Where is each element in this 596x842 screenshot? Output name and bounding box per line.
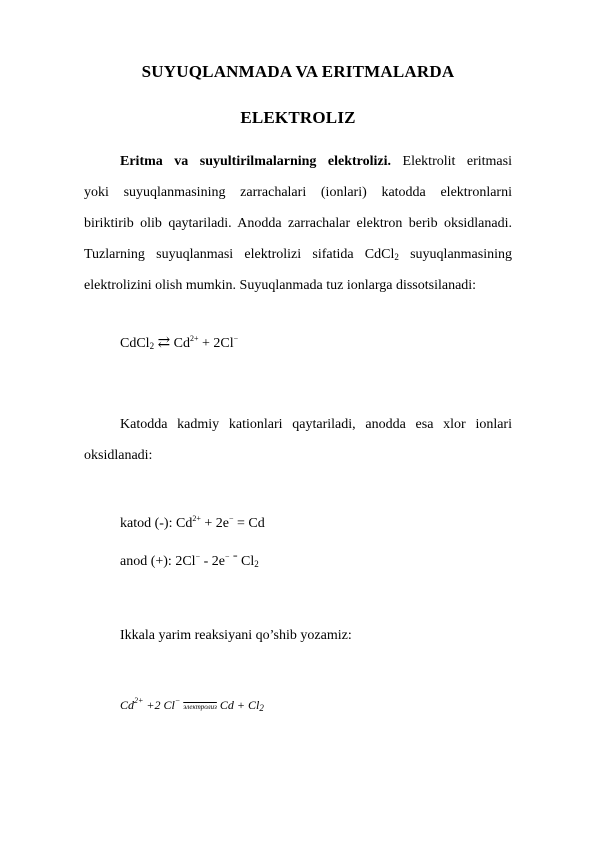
paragraph-line	[84, 239, 512, 270]
subscript: 2	[394, 252, 399, 262]
bold-heading: Eritma va suyultirilmalarning elektrolizi.	[120, 154, 392, 169]
superscript: 2+	[190, 334, 199, 343]
superscript: −	[233, 334, 239, 343]
paragraph-text: Tuzlarning suyuqlanmasi elektrolizi sifatida CdCl	[84, 247, 395, 262]
formula-text: Cd	[120, 698, 135, 712]
cathode-reaction	[120, 516, 265, 532]
formula-text: CdCl	[120, 336, 150, 351]
paragraph-line: elektrolizini olish mumkin. Suyuqlanmada tuz ionlarga dissotsilanadi:	[84, 278, 477, 293]
title-line-1: SUYUQLANMADA VA ERITMALARDA	[141, 62, 455, 81]
formula-text: + 2Cl	[198, 336, 234, 351]
formula-text: + 2e	[200, 516, 229, 531]
overall-equation	[120, 698, 264, 713]
paragraph-line: Katodda kadmiy kationlari qaytariladi, anodda esa xlor ionlari	[120, 417, 512, 432]
formula-text: Cd	[170, 336, 190, 351]
equilibrium-arrow-icon: ⇄	[157, 335, 171, 351]
formula-text: Cl	[237, 554, 255, 569]
reaction-arrow-label: электролиз	[183, 703, 217, 711]
subscript: 2	[149, 341, 155, 351]
superscript: −	[224, 552, 230, 561]
title-line-2: ELEKTROLIZ	[240, 108, 356, 127]
superscript: −	[195, 552, 201, 561]
anode-reaction	[120, 554, 259, 570]
superscript: 2+	[134, 696, 144, 705]
dissociation-equation	[120, 333, 238, 352]
superscript: −	[228, 514, 234, 523]
subscript: 2	[259, 703, 264, 713]
formula-text: anod (+): 2Cl	[120, 554, 196, 569]
formula-text: - 2e	[200, 554, 225, 569]
summary-sentence: Ikkala yarim reaksiyani qo’shib yozamiz:	[120, 628, 352, 643]
formula-text: Cd + Cl	[216, 698, 260, 712]
superscript: 2+	[192, 514, 201, 523]
formula-text: katod (-): Cd	[120, 516, 193, 531]
formula-text: = Cd	[233, 516, 265, 531]
paragraph-text: suyuqlanmasining	[398, 247, 512, 262]
paragraph-line: biriktirib olib qaytariladi. Anodda zarrachalar elektron berib oksidlanadi.	[84, 216, 512, 231]
formula-text: +2 Cl	[143, 698, 175, 712]
paragraph-cathode-anode	[84, 409, 512, 471]
paragraph-electrolysis-intro	[84, 146, 512, 301]
paragraph-text: Elektrolit eritmasi	[391, 154, 512, 169]
superscript: −	[174, 696, 181, 705]
superscript: =	[232, 552, 238, 561]
paragraph-line	[84, 146, 512, 177]
paragraph-line: yoki suyuqlanmasining zarrachalari (ionlari) katodda elektronlarni	[84, 185, 512, 200]
subscript: 2	[254, 559, 259, 569]
paragraph-line: oksidlanadi:	[84, 448, 153, 463]
